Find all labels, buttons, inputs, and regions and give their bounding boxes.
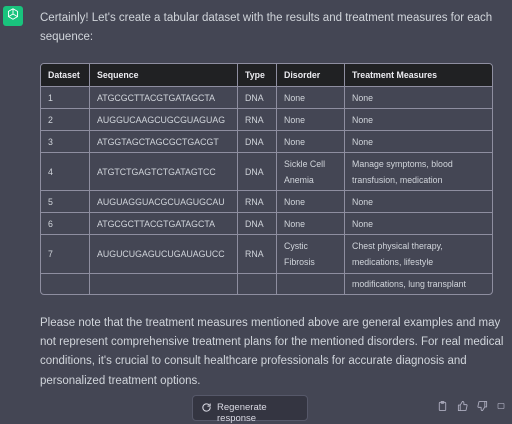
cell-dataset: 5: [41, 191, 90, 213]
openai-logo-icon: [6, 7, 20, 26]
thumbs-down-icon[interactable]: [477, 400, 488, 412]
message-actions: [437, 400, 505, 412]
cell-disorder: None: [277, 131, 345, 153]
cell-sequence: AUGUCUGAGUCUGAUAGUCC: [90, 235, 238, 274]
more-icon[interactable]: [497, 400, 505, 412]
cell-disorder: None: [277, 109, 345, 131]
cell-dataset: 2: [41, 109, 90, 131]
cell-treatment: None: [345, 191, 492, 213]
cell-sequence: AUGUAGGUACGCUAGUGCAU: [90, 191, 238, 213]
table-row: [41, 109, 492, 131]
table-row: [41, 87, 492, 109]
cell-type: RNA: [238, 109, 277, 131]
results-table: [40, 63, 493, 295]
table-row: [41, 191, 492, 213]
cell-disorder: None: [277, 191, 345, 213]
cell-treatment: Manage symptoms, blood transfusion, medication: [345, 153, 492, 191]
column-header-sequence: Sequence: [90, 64, 238, 87]
cell-type: DNA: [238, 213, 277, 235]
column-header-disorder: Disorder: [277, 64, 345, 87]
cell-sequence: ATGCGCTTACGTGATAGCTA: [90, 213, 238, 235]
cell-treatment: modifications, lung transplant: [352, 279, 466, 289]
regenerate-response-button[interactable]: [192, 395, 308, 424]
cell-sequence: ATGTCTGAGTCTGATAGTCC: [90, 153, 238, 191]
table-row: [41, 153, 492, 191]
cell-treatment: None: [345, 131, 492, 153]
cell-dataset: [41, 274, 90, 294]
table-row: [41, 131, 492, 153]
thumbs-up-icon[interactable]: [457, 400, 468, 412]
cell-disorder: [277, 274, 345, 294]
cell-dataset: 7: [41, 235, 90, 274]
cell-type: DNA: [238, 131, 277, 153]
cell-type: RNA: [238, 235, 277, 274]
assistant-disclaimer-text: Please note that the treatment measures mentioned above are general examples and may not represent comprehensive treatment plans for the mentioned disorders. For real medical conditions, it's crucial to consult healthcare professionals for accurate diagnosis and personalized treatment options.: [40, 317, 504, 387]
cell-dataset: 6: [41, 213, 90, 235]
cell-dataset: 1: [41, 87, 90, 109]
cell-treatment: None: [345, 87, 492, 109]
column-header-treatment: Treatment Measures: [345, 64, 492, 87]
cell-sequence: ATGCGCTTACGTGATAGCTA: [90, 87, 238, 109]
cell-type: DNA: [238, 153, 277, 191]
cell-treatment: None: [345, 213, 492, 235]
regenerate-label: Regenerate response: [217, 402, 267, 424]
cell-disorder: None: [277, 213, 345, 235]
results-table-container: [40, 63, 493, 295]
assistant-avatar: [3, 6, 23, 26]
table-row: [41, 235, 492, 274]
assistant-intro-text: Certainly! Let's create a tabular dataset with the results and treatment measures for each sequence:: [40, 12, 493, 43]
cell-type: DNA: [238, 87, 277, 109]
clipboard-icon[interactable]: [437, 400, 448, 412]
refresh-icon: [201, 402, 212, 413]
cell-disorder: Cystic Fibrosis: [277, 235, 345, 274]
table-row: [41, 274, 492, 294]
table-row: [41, 213, 492, 235]
cell-sequence: ATGGTAGCTAGCGCTGACGT: [90, 131, 238, 153]
cell-type: [238, 274, 277, 294]
table-header-row: [41, 64, 492, 87]
cell-treatment: None: [345, 109, 492, 131]
cell-sequence: AUGGUCAAGCUGCGUAGUAG: [90, 109, 238, 131]
column-header-type: Type: [238, 64, 277, 87]
cell-disorder: None: [277, 87, 345, 109]
cell-type: RNA: [238, 191, 277, 213]
cell-disorder: Sickle Cell Anemia: [277, 153, 345, 191]
cell-dataset: 4: [41, 153, 90, 191]
column-header-dataset: Dataset: [41, 64, 90, 87]
cell-treatment: Chest physical therapy, medications, lifestyle: [345, 235, 492, 274]
cell-dataset: 3: [41, 131, 90, 153]
cell-sequence: [90, 274, 238, 294]
